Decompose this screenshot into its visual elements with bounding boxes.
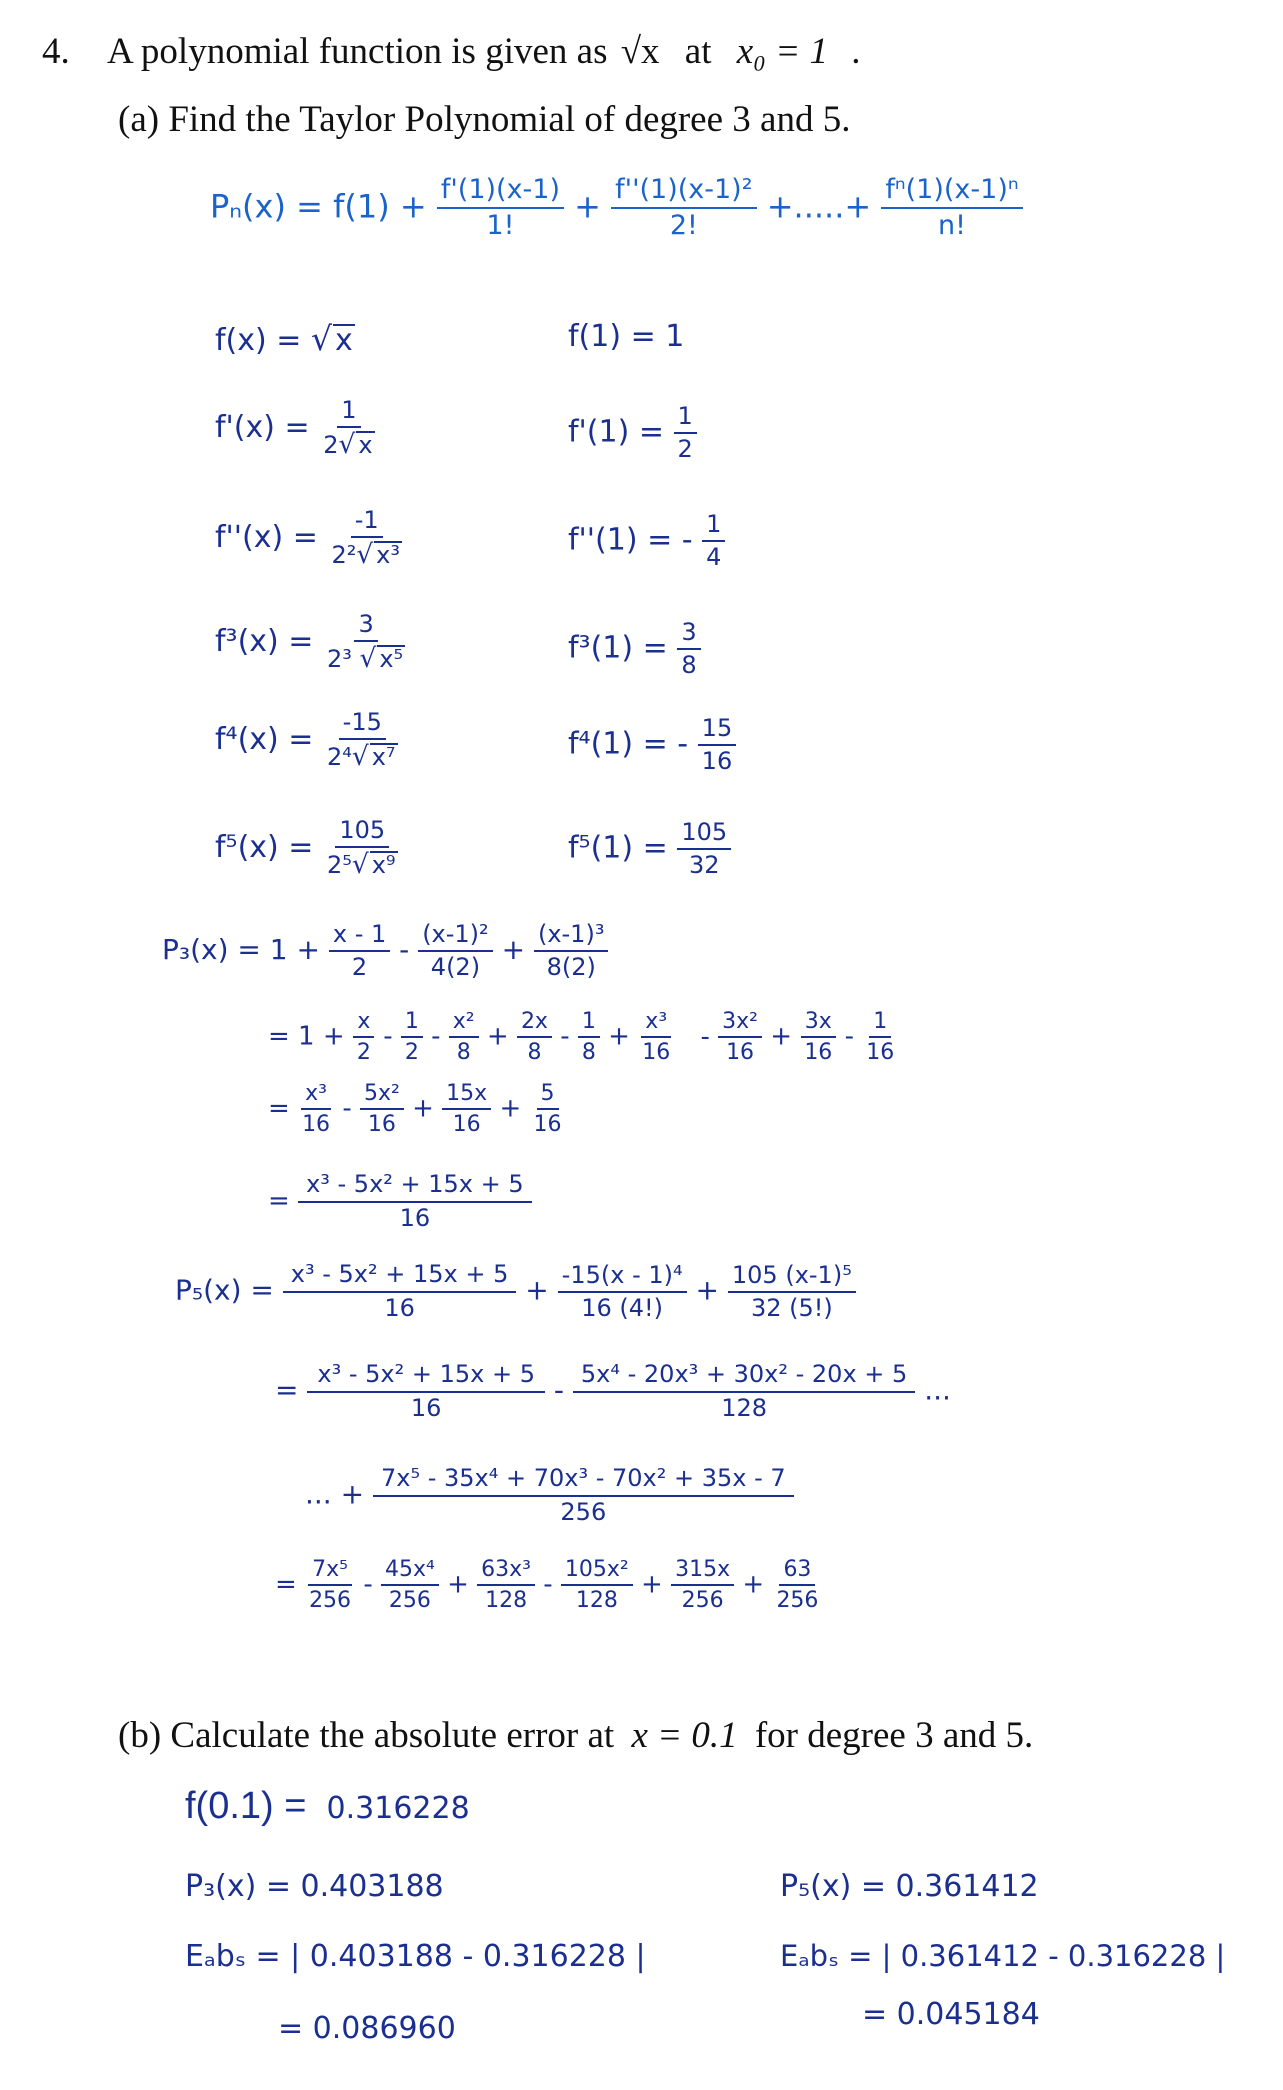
p3-line-4: = $\frac{\text{x³ - 5x² + 15x + 5}}{16}$	[268, 1172, 532, 1231]
part-a-heading: (a) Find the Taylor Polynomial of degree 3 and 5.	[118, 99, 851, 140]
p3-line-3: = $\frac{\text{x³}}{16}$ - $\frac{\text{5x²}}{16}$ + $\frac{15x}{16}$ + $\frac{5}{16}$	[268, 1081, 562, 1138]
formula-term-1: $\frac{f'(1)(x-1)}{1!}$	[437, 176, 564, 241]
derivative-f5: f⁵(x) = $\frac{105}{\text{2⁵√ x⁹}}$	[215, 816, 396, 881]
p3-error-result: = 0.086960	[278, 2011, 456, 2046]
part-b-heading: (b) Calculate the absolute error at x = 0.1 for degree 3 and 5.	[118, 1715, 1034, 1756]
p5-line-1: P₅(x) = $\frac{\text{x³ - 5x² + 15x + 5}}{16}$ + $\frac{\text{-15(x - 1)⁴}}{16 (4!)}$ + $\frac{\text{105 (x-1)⁵}}{32 (5!)}$	[175, 1262, 856, 1321]
value-fpp1: f''(1) = - $\frac{1}{4}$	[568, 512, 725, 570]
value-fp1: f'(1) = $\frac{1}{2}$	[568, 404, 697, 462]
question-function: √x	[620, 31, 660, 72]
formula-term-2: $\frac{\text{f''(1)(x-1)²}}{2!}$	[611, 176, 756, 241]
formula-dots: +.....+	[766, 187, 872, 226]
value-f5-1: f⁵(1) = $\frac{105}{32}$	[568, 820, 731, 878]
taylor-formula	[210, 176, 1023, 241]
derivative-f4: f⁴(x) = $\frac{-15}{\text{2⁴√ x⁷}}$	[215, 708, 396, 773]
p3-line-2: = 1 + $\frac{x}{2}$ - $\frac{1}{2}$ - $\frac{\text{x²}}{8}$ + $\frac{2x}{8}$ - $\frac{1}{8}$ + $\frac{\text{x³}}{16}$ - $\frac{\text{3x²}}{16}$ + $\frac{3x}{16}$ - $\frac{1}{16}$	[268, 1009, 895, 1066]
question-line	[42, 30, 861, 73]
derivative-f1: f'(x) = $\frac{1}{2√ x}$	[215, 396, 373, 461]
p3-abs-error: Eₐbₛ = | 0.403188 - 0.316228 |	[185, 1939, 646, 1974]
p5-line-3: ... + $\frac{\text{7x⁵ - 35x⁴ + 70x³ - 70x² + 35x - 7}}{256}$	[305, 1466, 794, 1525]
f-at-0-1: f(0.1) = 0.316228	[185, 1785, 470, 1827]
p5-value: P₅(x) = 0.361412	[780, 1869, 1039, 1904]
derivative-f: f(x) = √ x	[215, 319, 353, 358]
p5-error-result: = 0.045184	[862, 1997, 1040, 2032]
question-end: .	[851, 31, 861, 72]
question-point: x₀ = 1	[736, 31, 829, 72]
formula-lhs: Pₙ(x) = f(1) +	[210, 187, 427, 226]
derivative-f2: f''(x) = $\frac{-1}{\text{2²√ x³}}$	[215, 506, 400, 571]
p5-line-4: = $\frac{\text{7x⁵}}{256}$ - $\frac{\text{45x⁴}}{256}$ + $\frac{\text{63x³}}{128}$ - $\frac{\text{105x²}}{128}$ + $\frac{315x}{256}$ + $\frac{63}{256}$	[275, 1557, 819, 1614]
value-f3-1: f³(1) = $\frac{3}{8}$	[568, 620, 701, 678]
formula-plus: +	[574, 187, 601, 226]
value-f4-1: f⁴(1) = - $\frac{15}{16}$	[568, 716, 736, 774]
formula-term-n: $\frac{\text{fⁿ(1)(x-1)ⁿ}}{n!}$	[881, 176, 1022, 241]
question-intro: A polynomial function is given as	[107, 31, 608, 72]
question-at: at	[684, 31, 712, 72]
derivative-f3: f³(x) = $\frac{3}{\text{2³ √ x⁵}}$	[215, 610, 404, 675]
p3-value: P₃(x) = 0.403188	[185, 1869, 444, 1904]
question-number: 4.	[42, 31, 70, 72]
value-f1: f(1) = 1	[568, 319, 685, 354]
p3-line-1: P₃(x) = 1 + $\frac{x - 1}{2}$ - $\frac{\text{(x-1)²}}{4(2)}$ + $\frac{\text{(x-1)³}}{8(2)}$	[162, 922, 608, 980]
p5-abs-error: Eₐbₛ = | 0.361412 - 0.316228 |	[780, 1939, 1226, 1973]
p5-line-2: = $\frac{\text{x³ - 5x² + 15x + 5}}{16}$ - $\frac{\text{5x⁴ - 20x³ + 30x² - 20x + 5}}{128}$ ...	[275, 1360, 951, 1423]
